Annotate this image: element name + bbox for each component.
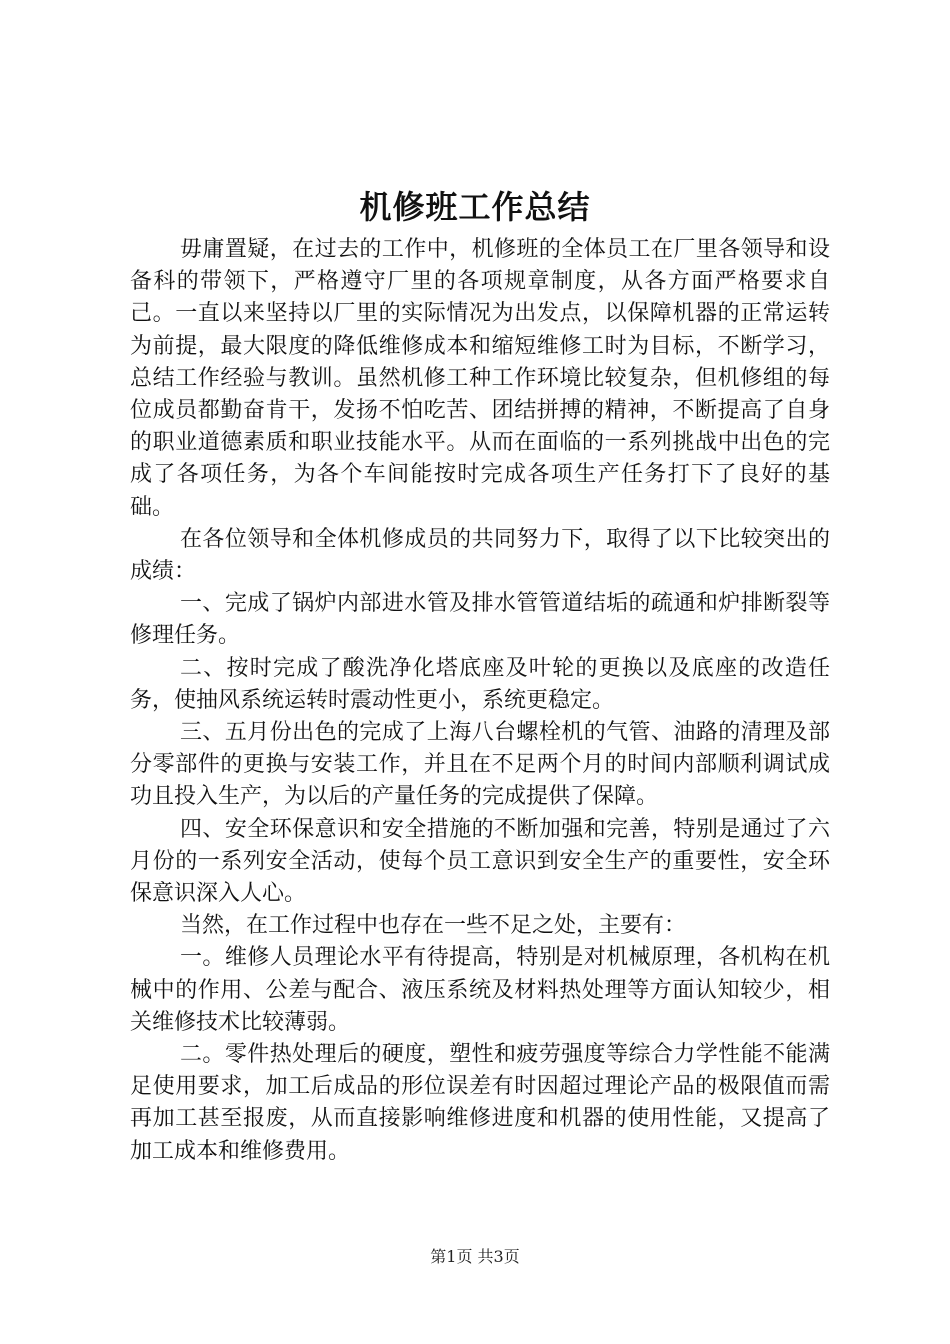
document-body	[130, 234, 830, 1168]
paragraph-achievements-intro: 在各位领导和全体机修成员的共同努力下，取得了以下比较突出的成绩：	[130, 526, 830, 585]
paragraph-shortcoming-2: 二。零件热处理后的硬度，塑性和疲劳强度等综合力学性能不能满足使用要求，加工后成品的形位误差有时因超过理论产品的极限值而需再加工甚至报废，从而直接影响维修进度和机器的使用性能，又提高了加工成本和维修费用。	[130, 1042, 830, 1164]
paragraph-intro: 毋庸置疑，在过去的工作中，机修班的全体员工在厂里各领导和设备科的带领下，严格遵守厂里的各项规章制度，从各方面严格要求自己。一直以来坚持以厂里的实际情况为出发点，以保障机器的正常运转为前提，最大限度的降低维修成本和缩短维修工时为目标，不断学习，总结工作经验与教训。虽然机修工种工作环境比较复杂，但机修组的每位成员都勤奋肯干，发扬不怕吃苦、团结拼搏的精神，不断提高了自身的职业道德素质和职业技能水平。从而在面临的一系列挑战中出色的完成了各项任务，为各个车间能按时完成各项生产任务打下了良好的基础。	[130, 237, 830, 520]
paragraph-shortcomings-intro: 当然，在工作过程中也存在一些不足之处，主要有：	[180, 913, 687, 939]
page-number-footer: 第1页 共3页	[430, 1247, 520, 1266]
paragraph-achievement-4: 四、安全环保意识和安全措施的不断加强和完善，特别是通过了六月份的一系列安全活动，使每个员工意识到安全生产的重要性，安全环保意识深入人心。	[130, 816, 830, 907]
paragraph-achievement-2: 二、按时完成了酸洗净化塔底座及叶轮的更换以及底座的改造任务，使抽风系统运转时震动性更小，系统更稳定。	[130, 655, 830, 713]
paragraph-shortcoming-1: 一。维修人员理论水平有待提高，特别是对机械原理，各机构在机械中的作用、公差与配合、液压系统及材料热处理等方面认知较少，相关维修技术比较薄弱。	[130, 945, 830, 1035]
paragraph-achievement-1: 一、完成了锅炉内部进水管及排水管管道结垢的疏通和炉排断裂等修理任务。	[130, 591, 830, 649]
paragraph-achievement-3: 三、五月份出色的完成了上海八台螺栓机的气管、油路的清理及部分零部件的更换与安装工作，并且在不足两个月的时间内部顺利调试成功且投入生产，为以后的产量任务的完成提供了保障。	[130, 720, 830, 810]
document-title: 机修班工作总结	[359, 188, 591, 226]
